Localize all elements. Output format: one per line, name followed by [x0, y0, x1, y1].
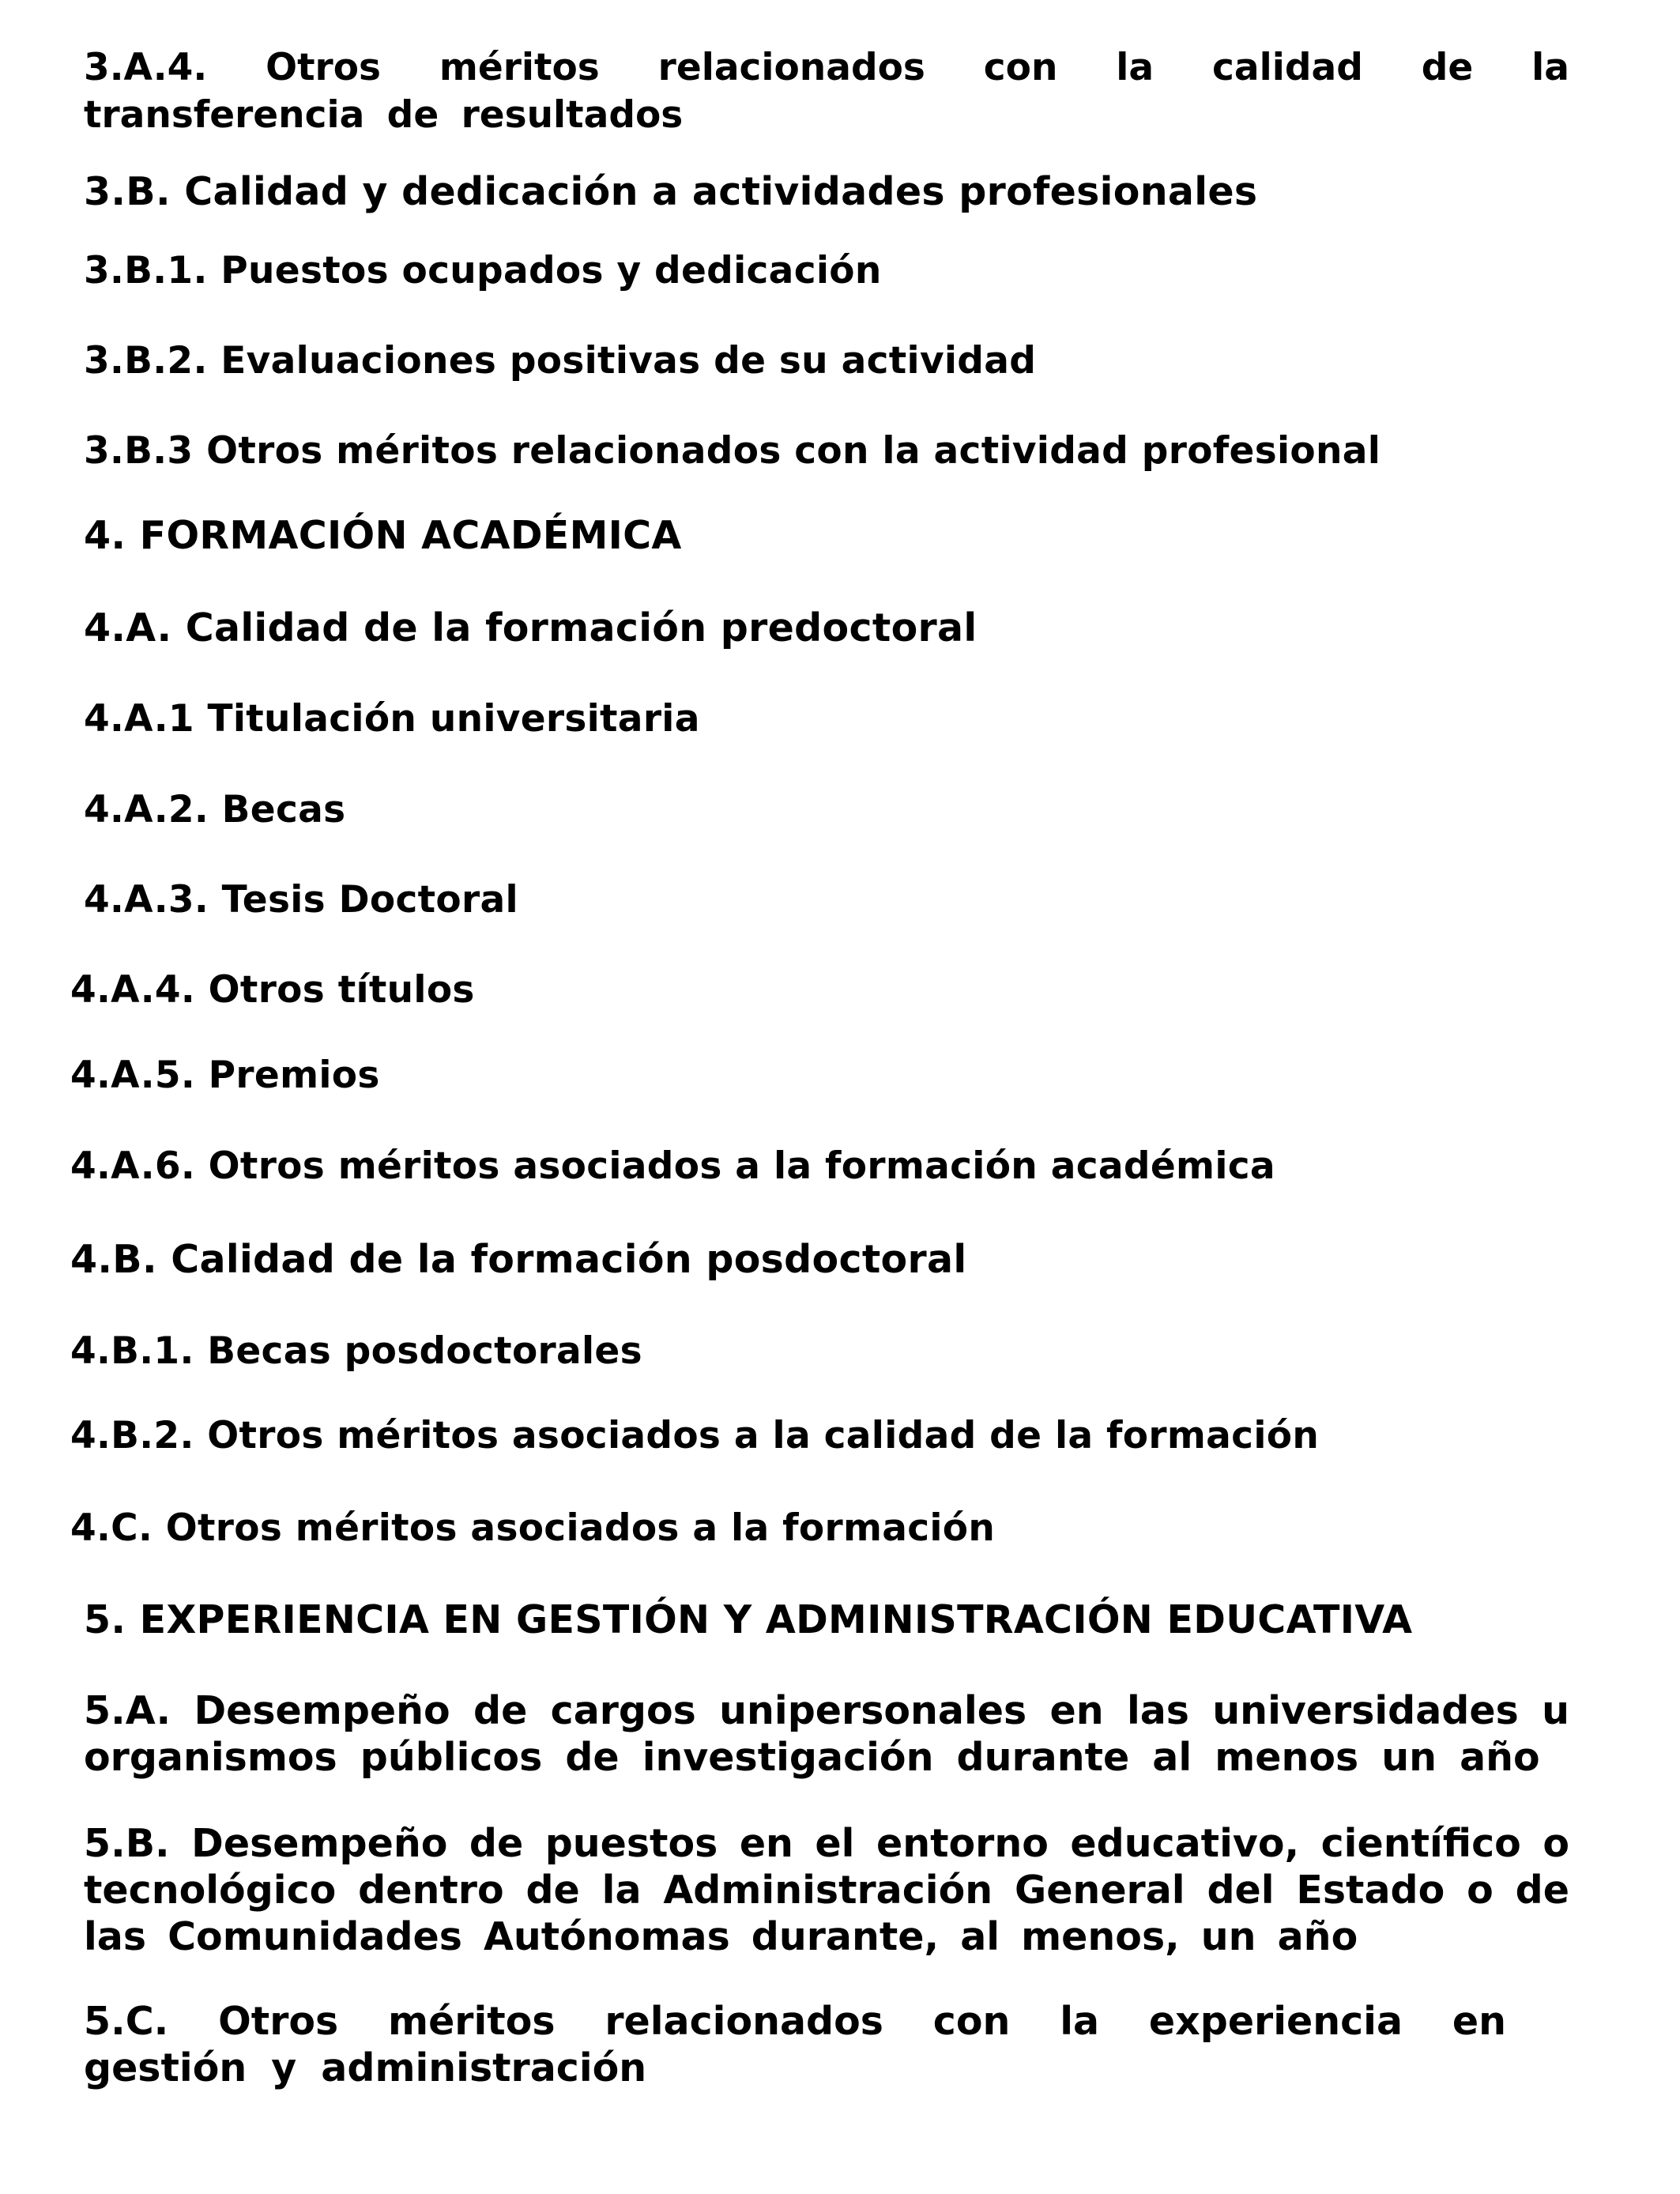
item-4b2: 4.B.2. Otros méritos asociados a la calidad de la formación	[70, 1414, 1320, 1457]
item-4b1: 4.B.1. Becas posdoctorales	[70, 1329, 642, 1373]
item-4a1: 4.A.1 Titulación universitaria	[84, 697, 700, 741]
section-4-heading: 4. FORMACIÓN ACADÉMICA	[84, 513, 682, 558]
item-5b: 5.B. Desempeño de puestos en el entorno educativo, científico o tecnológico dentro de la Administración General del Estado o de las Comunidades Autónomas durante, al menos, un año	[84, 1821, 1569, 1959]
item-5a: 5.A. Desempeño de cargos unipersonales en las universidades u organismos públicos de investigación durante al menos un año	[84, 1688, 1569, 1780]
item-4a3: 4.A.3. Tesis Doctoral	[84, 878, 518, 922]
section-5-heading: 5. EXPERIENCIA EN GESTIÓN Y ADMINISTRACIÓN EDUCATIVA	[84, 1597, 1413, 1642]
item-4a5: 4.A.5. Premios	[70, 1054, 380, 1097]
item-4a6: 4.A.6. Otros méritos asociados a la formación académica	[70, 1144, 1275, 1188]
heading-4a: 4.A. Calidad de la formación predoctoral	[84, 605, 977, 650]
item-3b2: 3.B.2. Evaluaciones positivas de su actividad	[84, 339, 1037, 383]
heading-3b: 3.B. Calidad y dedicación a actividades profesionales	[84, 169, 1258, 214]
item-3b3: 3.B.3 Otros méritos relacionados con la actividad profesional	[84, 429, 1381, 473]
item-4a4: 4.A.4. Otros títulos	[70, 968, 475, 1012]
item-3a4: 3.A.4. Otros méritos relacionados con la calidad de la transferencia de resultados	[84, 46, 1569, 137]
item-4c: 4.C. Otros méritos asociados a la formación	[70, 1506, 996, 1550]
item-3b1: 3.B.1. Puestos ocupados y dedicación	[84, 249, 882, 292]
item-4a2: 4.A.2. Becas	[84, 788, 346, 831]
item-5c: 5.C. Otros méritos relacionados con la experiencia en gestión y administración	[84, 1999, 1506, 2090]
heading-4b: 4.B. Calidad de la formación posdoctoral	[70, 1237, 967, 1282]
